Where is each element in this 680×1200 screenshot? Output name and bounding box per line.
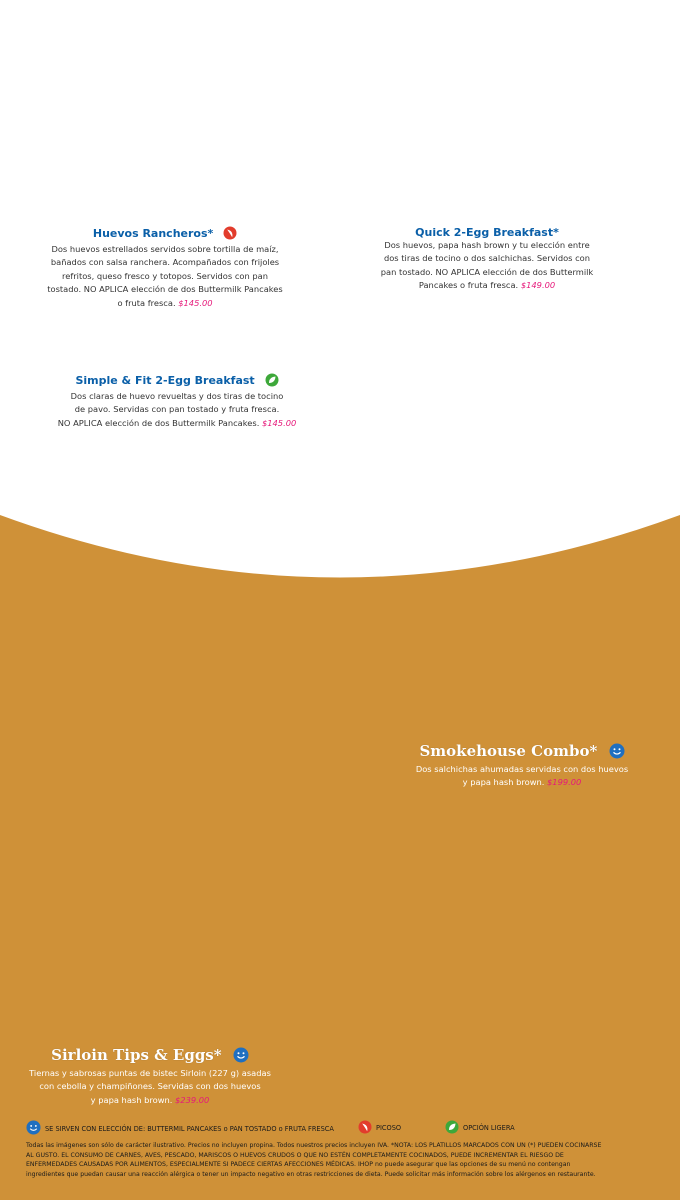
legend-label: PICOSO	[376, 1124, 402, 1132]
menu-item-huevos-rancheros	[40, 226, 290, 310]
menu-item-quick-2-egg-breakfast	[362, 226, 612, 293]
item-title: Quick 2-Egg Breakfast*	[415, 226, 559, 239]
item-description: Dos salchichas ahumadas servidas con dos huevos y papa hash brown. $199.00	[415, 764, 629, 788]
item-title: Smokehouse Combo*	[419, 742, 598, 760]
item-description: Dos huevos, papa hash brown y tu elección entre dos tiras de tocino o dos salchichas. Servidos con pan tostado. NO APLICA elección de dos Buttermilk Pancakes o fruta fresca. $149.00	[380, 240, 594, 291]
menu-item-sirloin-tips-eggs	[20, 1046, 280, 1107]
menu-item-simple-fit-breakfast	[42, 373, 312, 430]
item-price: $199.00	[547, 777, 582, 788]
legend-label: SE SIRVEN CON ELECCIÓN DE: BUTTERMIL PANCAKES o PAN TOSTADO o FRUTA FRESCA	[45, 1124, 334, 1133]
smiley-icon	[609, 743, 625, 763]
legend-item-light	[445, 1120, 515, 1136]
legend-label: OPCIÓN LIGERA	[463, 1124, 515, 1132]
item-description: Tiernas y sabrosas puntas de bistec Sirloin (227 g) asadas con cebolla y champiñones. Servidas con dos huevos y papa hash brown. $239.00	[29, 1068, 271, 1105]
icon-legend	[26, 1120, 666, 1138]
light-leaf-icon	[265, 373, 279, 390]
legend-item-combo	[26, 1120, 334, 1137]
item-price: $145.00	[178, 297, 213, 308]
item-price: $149.00	[520, 280, 556, 291]
legal-disclaimer: Todas las imágenes son sólo de carácter ilustrativo. Precios no incluyen propina. Todos nuestros precios incluyen IVA. *NOTA: LOS PLATILLOS MARCADOS CON UN (*) PUEDEN COCINARSE AL GUSTO. EL CONSUMO DE CARNES, AVES, PESCADO, MARISCOS O HUEVOS CRUDOS O QUE NO ESTÉN COMPLETAMENTE COCINADOS, PUEDE INCREMENTAR EL RIESGO DE ENFERMEDADES CAUSADAS POR ALIMENTOS, ESPECIALMENTE SI PADECE CIERTAS AFECCIONES MÉDICAS. IHOP no puede asegurar que las opciones de su menú no contengan ingredientes que puedan causar una reacción alérgica o tener un impacto negativo en otras restricciones de dieta. Puede solicitar más información sobre los alérgenos en restaurante.	[26, 1142, 602, 1178]
item-title: Sirloin Tips & Eggs*	[51, 1046, 222, 1064]
item-title: Huevos Rancheros*	[92, 227, 214, 240]
item-title: Simple & Fit 2-Egg Breakfast	[75, 374, 255, 387]
spicy-chili-icon	[223, 226, 237, 243]
legend-item-spicy	[358, 1120, 401, 1136]
item-description: Dos huevos estrellados servidos sobre tortilla de maíz, bañados con salsa ranchera. Acompañados con frijoles refritos, queso fresco y totopos. Servidos con pan tostado. NO APLICA elección de dos Buttermilk Pancakes o fruta fresca. $145.00	[47, 244, 283, 308]
item-description: Dos claras de huevo revueltas y dos tiras de tocino de pavo. Servidas con pan tostado y fruta fresca. NO APLICA elección de dos Buttermilk Pancakes. $145.00	[57, 391, 297, 428]
smiley-icon	[233, 1047, 249, 1067]
spicy-chili-icon	[358, 1120, 372, 1136]
menu-item-smokehouse-combo	[392, 742, 652, 790]
light-leaf-icon	[445, 1120, 459, 1136]
item-price: $239.00	[175, 1094, 210, 1105]
smiley-icon	[26, 1120, 41, 1137]
item-price: $145.00	[261, 417, 297, 428]
